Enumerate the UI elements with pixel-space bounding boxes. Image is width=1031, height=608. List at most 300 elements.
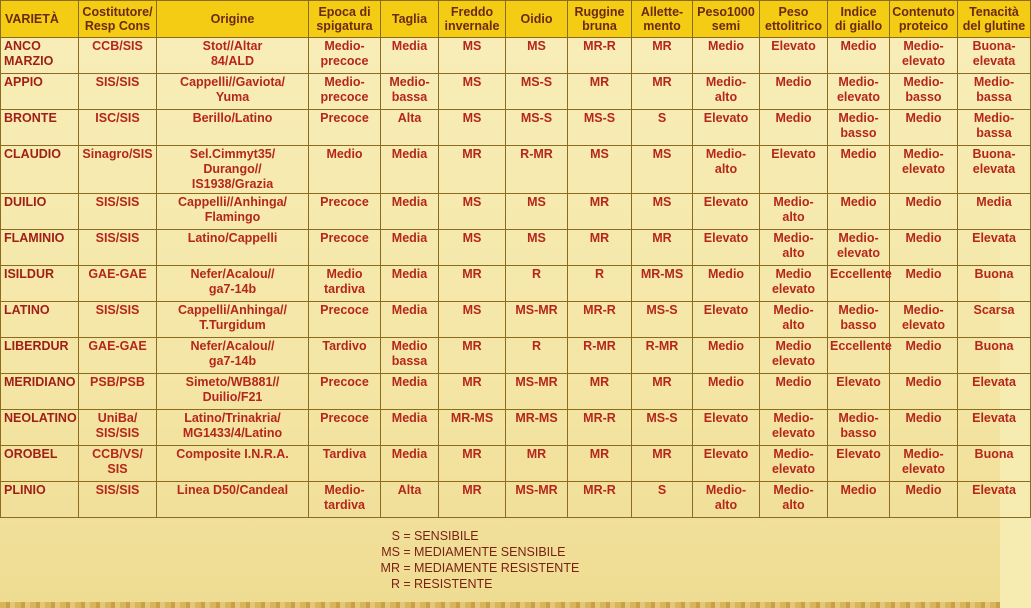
cell-text: UniBa/ SIS/SIS [95, 411, 140, 440]
cell-text: Buona- elevata [972, 147, 1016, 176]
cell-text: MR [589, 231, 610, 245]
table-cell [79, 446, 157, 482]
table-cell [157, 446, 309, 482]
cell-text: Media [976, 195, 1012, 209]
cell-text: MS-S [583, 111, 616, 125]
variety-name-cell [1, 230, 79, 266]
cell-text: MR [462, 483, 482, 497]
cell-text: MR [652, 75, 672, 89]
table-cell [890, 338, 958, 374]
cell-text: MS [462, 303, 482, 317]
table-cell [381, 266, 439, 302]
table-cell [157, 338, 309, 374]
table-row [1, 194, 1031, 230]
cell-text: Buona [974, 339, 1014, 353]
table-cell [890, 146, 958, 194]
cell-text: Sinagro/SIS [82, 147, 153, 161]
cell-text: Medio- bassa [973, 75, 1015, 104]
header-cell: Peso ettolitrico [760, 1, 828, 38]
table-cell [157, 194, 309, 230]
cell-text: SIS/SIS [95, 231, 140, 245]
cell-text: Media [391, 303, 428, 317]
cell-text: Medio [905, 339, 942, 353]
cell-text: Medio [905, 267, 942, 281]
table-cell [760, 374, 828, 410]
table-cell [828, 482, 890, 518]
table-cell [890, 74, 958, 110]
table-cell [506, 146, 568, 194]
table-cell [828, 194, 890, 230]
cell-text: MR [526, 447, 547, 461]
table-cell [568, 74, 632, 110]
cell-text: ISC/SIS [95, 111, 140, 125]
cell-text: MR [462, 147, 482, 161]
cell-text: MS-MR [515, 483, 558, 497]
cell-text: Latino/Cappelli [187, 231, 278, 245]
table-cell [760, 338, 828, 374]
legend-description: SENSIBILE [414, 529, 479, 543]
table-cell [760, 410, 828, 446]
table-cell [693, 230, 760, 266]
legend-description: MEDIAMENTE SENSIBILE [414, 545, 566, 559]
table-row [1, 110, 1031, 146]
cell-text: Alta [397, 111, 422, 125]
table-row [1, 410, 1031, 446]
table-cell [890, 410, 958, 446]
cell-text: Medio [840, 195, 877, 209]
cell-text: MR [462, 339, 482, 353]
cell-text: MR [589, 195, 610, 209]
cell-text: Elevata [972, 375, 1016, 389]
cell-text: Medio- precoce [320, 39, 369, 68]
cell-text: Stot//Altar 84/ALD [202, 39, 263, 68]
cell-text: Cappelli//Anhinga/ Flamingo [177, 195, 288, 224]
table-cell [958, 266, 1031, 302]
table-row [1, 374, 1031, 410]
table-cell [958, 146, 1031, 194]
table-cell [693, 338, 760, 374]
cell-text: Media [391, 447, 428, 461]
variety-name-cell [1, 74, 79, 110]
table-cell [568, 230, 632, 266]
table-cell [439, 146, 506, 194]
table-cell [157, 302, 309, 338]
table-cell [568, 302, 632, 338]
cell-text: OROBEL [4, 447, 58, 461]
table-cell [828, 146, 890, 194]
variety-name-cell [1, 338, 79, 374]
cell-text: S [657, 483, 667, 497]
table-cell [828, 302, 890, 338]
legend-equals: = [403, 561, 411, 575]
header-cell: Costitutore/ Resp Cons [79, 1, 157, 38]
legend-description: MEDIAMENTE RESISTENTE [414, 561, 580, 575]
table-cell [958, 38, 1031, 74]
cell-text: Medio- basso [903, 75, 944, 104]
table-cell [381, 146, 439, 194]
table-cell [79, 146, 157, 194]
table-cell [693, 74, 760, 110]
cell-text: CCB/VS/ SIS [92, 447, 143, 476]
cell-text: Precoce [320, 195, 369, 209]
cell-text: Medio- alto [773, 231, 814, 260]
table-cell [79, 266, 157, 302]
cell-text: Medio- alto [705, 483, 747, 512]
table-cell [439, 110, 506, 146]
table-cell [568, 374, 632, 410]
cell-text: Elevato [703, 447, 749, 461]
table-cell [693, 110, 760, 146]
cell-text: R-MR [645, 339, 679, 353]
table-cell [958, 230, 1031, 266]
table-cell [506, 38, 568, 74]
header-cell: Contenuto proteico [890, 1, 958, 38]
header-cell: Peso1000 semi [693, 1, 760, 38]
table-cell [760, 74, 828, 110]
cell-text: Simeto/WB881// Duilio/F21 [185, 375, 280, 404]
legend-code: MR [380, 561, 400, 575]
cell-text: Elevato [836, 447, 881, 461]
table-cell [890, 446, 958, 482]
cell-text: MS [462, 195, 482, 209]
cell-text: Medio [707, 267, 745, 281]
table-cell [79, 194, 157, 230]
cell-text: Media [391, 267, 428, 281]
cell-text: MR [462, 447, 482, 461]
cell-text: MS [652, 147, 672, 161]
cell-text: Medio- alto [773, 303, 814, 332]
table-cell [760, 110, 828, 146]
table-cell [828, 74, 890, 110]
table-row [1, 266, 1031, 302]
cell-text: MR-R [583, 39, 616, 53]
table-cell [309, 266, 381, 302]
table-cell [568, 338, 632, 374]
cell-text: Medio- basso [838, 303, 879, 332]
table-cell [828, 230, 890, 266]
cell-text: Eccellente [830, 267, 892, 281]
cell-text: MS-MR [515, 375, 558, 389]
cell-text: Medio bassa [391, 339, 428, 368]
table-cell [79, 230, 157, 266]
table-cell [568, 110, 632, 146]
cell-text: Media [391, 147, 428, 161]
table-cell [632, 374, 693, 410]
table-cell [439, 446, 506, 482]
table-cell [381, 302, 439, 338]
legend-equals: = [403, 529, 411, 543]
table-cell [958, 194, 1031, 230]
variety-name-cell [1, 38, 79, 74]
variety-name-cell [1, 374, 79, 410]
table-cell [157, 74, 309, 110]
cell-text: LIBERDUR [4, 339, 69, 353]
cell-text: Medio [326, 147, 363, 161]
cell-text: Precoce [320, 303, 369, 317]
cell-text: Medio- basso [838, 111, 879, 140]
table-cell [439, 194, 506, 230]
table-cell [760, 482, 828, 518]
table-cell [760, 146, 828, 194]
table-cell [828, 446, 890, 482]
table-cell [309, 110, 381, 146]
cell-text: Buona [974, 267, 1014, 281]
cell-text: Media [391, 375, 428, 389]
cell-text: Medio- elevato [771, 411, 816, 440]
cell-text: MR [652, 231, 672, 245]
table-cell [506, 374, 568, 410]
table-cell [381, 374, 439, 410]
table-cell [79, 110, 157, 146]
cell-text: PLINIO [4, 483, 46, 497]
legend-item [360, 544, 579, 560]
variety-name-cell [1, 302, 79, 338]
legend-item [360, 576, 579, 592]
cell-text: MS-S [646, 411, 678, 425]
header-cell: Oidio [506, 1, 568, 38]
cell-text: MS-S [520, 75, 553, 89]
cell-text: Cappelli/Anhinga// T.Turgidum [177, 303, 288, 332]
cell-text: Medio [707, 39, 745, 53]
table-cell [828, 266, 890, 302]
cell-text: Medio- elevato [901, 303, 946, 332]
cell-text: MS [462, 39, 482, 53]
cell-text: MR [589, 75, 610, 89]
cell-text: Medio [840, 147, 877, 161]
cell-text: Medio [840, 39, 877, 53]
cell-text: Elevato [771, 39, 816, 53]
cell-text: Berillo/Latino [192, 111, 273, 125]
table-cell [632, 266, 693, 302]
legend-item [360, 560, 579, 576]
table-cell [506, 194, 568, 230]
table-cell [309, 410, 381, 446]
cell-text: Media [391, 39, 428, 53]
cell-text: BRONTE [4, 111, 57, 125]
legend-code: S [391, 529, 400, 543]
table-body [1, 38, 1031, 518]
table-cell [381, 482, 439, 518]
variety-name-cell [1, 410, 79, 446]
table-cell [157, 482, 309, 518]
cell-text: MS [462, 231, 482, 245]
header-cell: Allette- mento [632, 1, 693, 38]
table-cell [79, 38, 157, 74]
cell-text: MR-R [583, 303, 616, 317]
cell-text: SIS/SIS [95, 303, 140, 317]
table-row [1, 482, 1031, 518]
table-cell [890, 194, 958, 230]
table-cell [381, 194, 439, 230]
cell-text: Medio- elevato [901, 39, 946, 68]
table-cell [890, 110, 958, 146]
table-cell [568, 446, 632, 482]
table-cell [693, 38, 760, 74]
cell-text: Buona [974, 447, 1014, 461]
table-cell [958, 482, 1031, 518]
cell-text: Elevata [972, 483, 1016, 497]
cell-text: Medio- alto [773, 195, 814, 224]
cell-text: Tardivo [322, 339, 367, 353]
cell-text: SIS/SIS [95, 195, 140, 209]
cell-text: Elevato [703, 411, 749, 425]
cell-text: Medio [707, 339, 745, 353]
cell-text: ISILDUR [4, 267, 54, 281]
cell-text: Elevato [703, 231, 749, 245]
table-cell [958, 446, 1031, 482]
table-cell [632, 410, 693, 446]
table-cell [309, 230, 381, 266]
legend-equals: = [403, 577, 411, 591]
table-cell [568, 482, 632, 518]
table-cell [890, 374, 958, 410]
table-cell [890, 302, 958, 338]
header-cell: Origine [157, 1, 309, 38]
table-cell [439, 410, 506, 446]
table-cell [439, 302, 506, 338]
cell-text: Precoce [320, 411, 369, 425]
cell-text: Medio [905, 483, 942, 497]
cell-text: Medio- elevato [901, 447, 946, 476]
cell-text: MR [462, 267, 482, 281]
cell-text: LATINO [4, 303, 50, 317]
cell-text: MR-R [583, 411, 616, 425]
table-cell [632, 230, 693, 266]
cell-text: Alta [397, 483, 422, 497]
table-row [1, 338, 1031, 374]
table-cell [157, 110, 309, 146]
table-cell [439, 266, 506, 302]
table-cell [760, 194, 828, 230]
cell-text: Elevato [836, 375, 881, 389]
table-cell [309, 38, 381, 74]
table-cell [890, 230, 958, 266]
table-cell [439, 482, 506, 518]
cell-text: MR-MS [450, 411, 494, 425]
table-cell [439, 74, 506, 110]
table-cell [506, 110, 568, 146]
table-cell [693, 374, 760, 410]
cell-text: APPIO [4, 75, 43, 89]
cell-text: Medio- alto [705, 75, 747, 104]
table-cell [958, 374, 1031, 410]
cell-text: Latino/Trinakria/ MG1433/4/Latino [182, 411, 283, 440]
cell-text: Medio- elevato [836, 75, 881, 104]
variety-name-cell [1, 110, 79, 146]
table-cell [309, 146, 381, 194]
table-cell [632, 446, 693, 482]
header-cell: Tenacità del glutine [958, 1, 1031, 38]
legend-description: RESISTENTE [414, 577, 493, 591]
cell-text: R [531, 267, 542, 281]
table-cell [568, 410, 632, 446]
legend-equals: = [403, 545, 411, 559]
header-row [1, 1, 1031, 38]
table-cell [381, 110, 439, 146]
table-row [1, 446, 1031, 482]
table-cell [439, 230, 506, 266]
cell-text: Precoce [320, 111, 369, 125]
table-row [1, 38, 1031, 74]
table-cell [693, 266, 760, 302]
table-row [1, 302, 1031, 338]
table-cell [157, 230, 309, 266]
table-cell [506, 266, 568, 302]
table-cell [381, 446, 439, 482]
table-cell [79, 338, 157, 374]
table-cell [760, 302, 828, 338]
cell-text: MR [589, 447, 610, 461]
table-cell [309, 194, 381, 230]
cell-text: Elevato [703, 111, 749, 125]
cell-text: MR [589, 375, 610, 389]
cell-text: Elevata [972, 411, 1016, 425]
table-cell [632, 110, 693, 146]
table-cell [381, 230, 439, 266]
table-cell [760, 230, 828, 266]
header-cell: VARIETÀ [1, 1, 79, 38]
table-cell [439, 38, 506, 74]
cell-text: Elevato [703, 303, 749, 317]
variety-name-cell [1, 482, 79, 518]
cell-text: R-MR [520, 147, 553, 161]
table-cell [693, 482, 760, 518]
cell-text: Medio- elevato [836, 231, 881, 260]
cell-text: Composite I.N.R.A. [176, 447, 289, 461]
cell-text: Tardiva [322, 447, 367, 461]
cell-text: FLAMINIO [4, 231, 65, 245]
cell-text: MS [527, 231, 546, 245]
cell-text: MR [652, 447, 672, 461]
table-row [1, 146, 1031, 194]
table-cell [79, 410, 157, 446]
table-cell [309, 446, 381, 482]
cell-text: Medio- alto [773, 483, 814, 512]
cell-text: MS [462, 111, 482, 125]
cell-text: Media [391, 231, 428, 245]
cell-text: Sel.Cimmyt35/ Durango// IS1938/Grazia [189, 147, 276, 191]
variety-name-cell [1, 146, 79, 194]
table-cell [958, 110, 1031, 146]
table-cell [568, 266, 632, 302]
table-cell [693, 146, 760, 194]
cell-text: Medio elevato [771, 267, 816, 296]
cell-text: Eccellente [830, 339, 892, 353]
variety-name-cell [1, 446, 79, 482]
cell-text: Medio- bassa [389, 75, 430, 104]
table-cell [439, 374, 506, 410]
table-cell [381, 410, 439, 446]
table-cell [309, 374, 381, 410]
table-cell [890, 38, 958, 74]
table-cell [309, 482, 381, 518]
table-cell [381, 38, 439, 74]
table-cell [157, 266, 309, 302]
cell-text: MS [652, 195, 672, 209]
table-cell [632, 338, 693, 374]
header-cell: Freddo invernale [439, 1, 506, 38]
cell-text: Elevato [771, 147, 816, 161]
cell-text: SIS/SIS [95, 483, 140, 497]
table-cell [760, 266, 828, 302]
cell-text: Medio- alto [705, 147, 747, 176]
cell-text: Medio [840, 483, 877, 497]
table-cell [79, 74, 157, 110]
table-cell [958, 338, 1031, 374]
cell-text: MS-MR [515, 303, 558, 317]
header-cell: Epoca di spigatura [309, 1, 381, 38]
cell-text: Medio [905, 111, 942, 125]
